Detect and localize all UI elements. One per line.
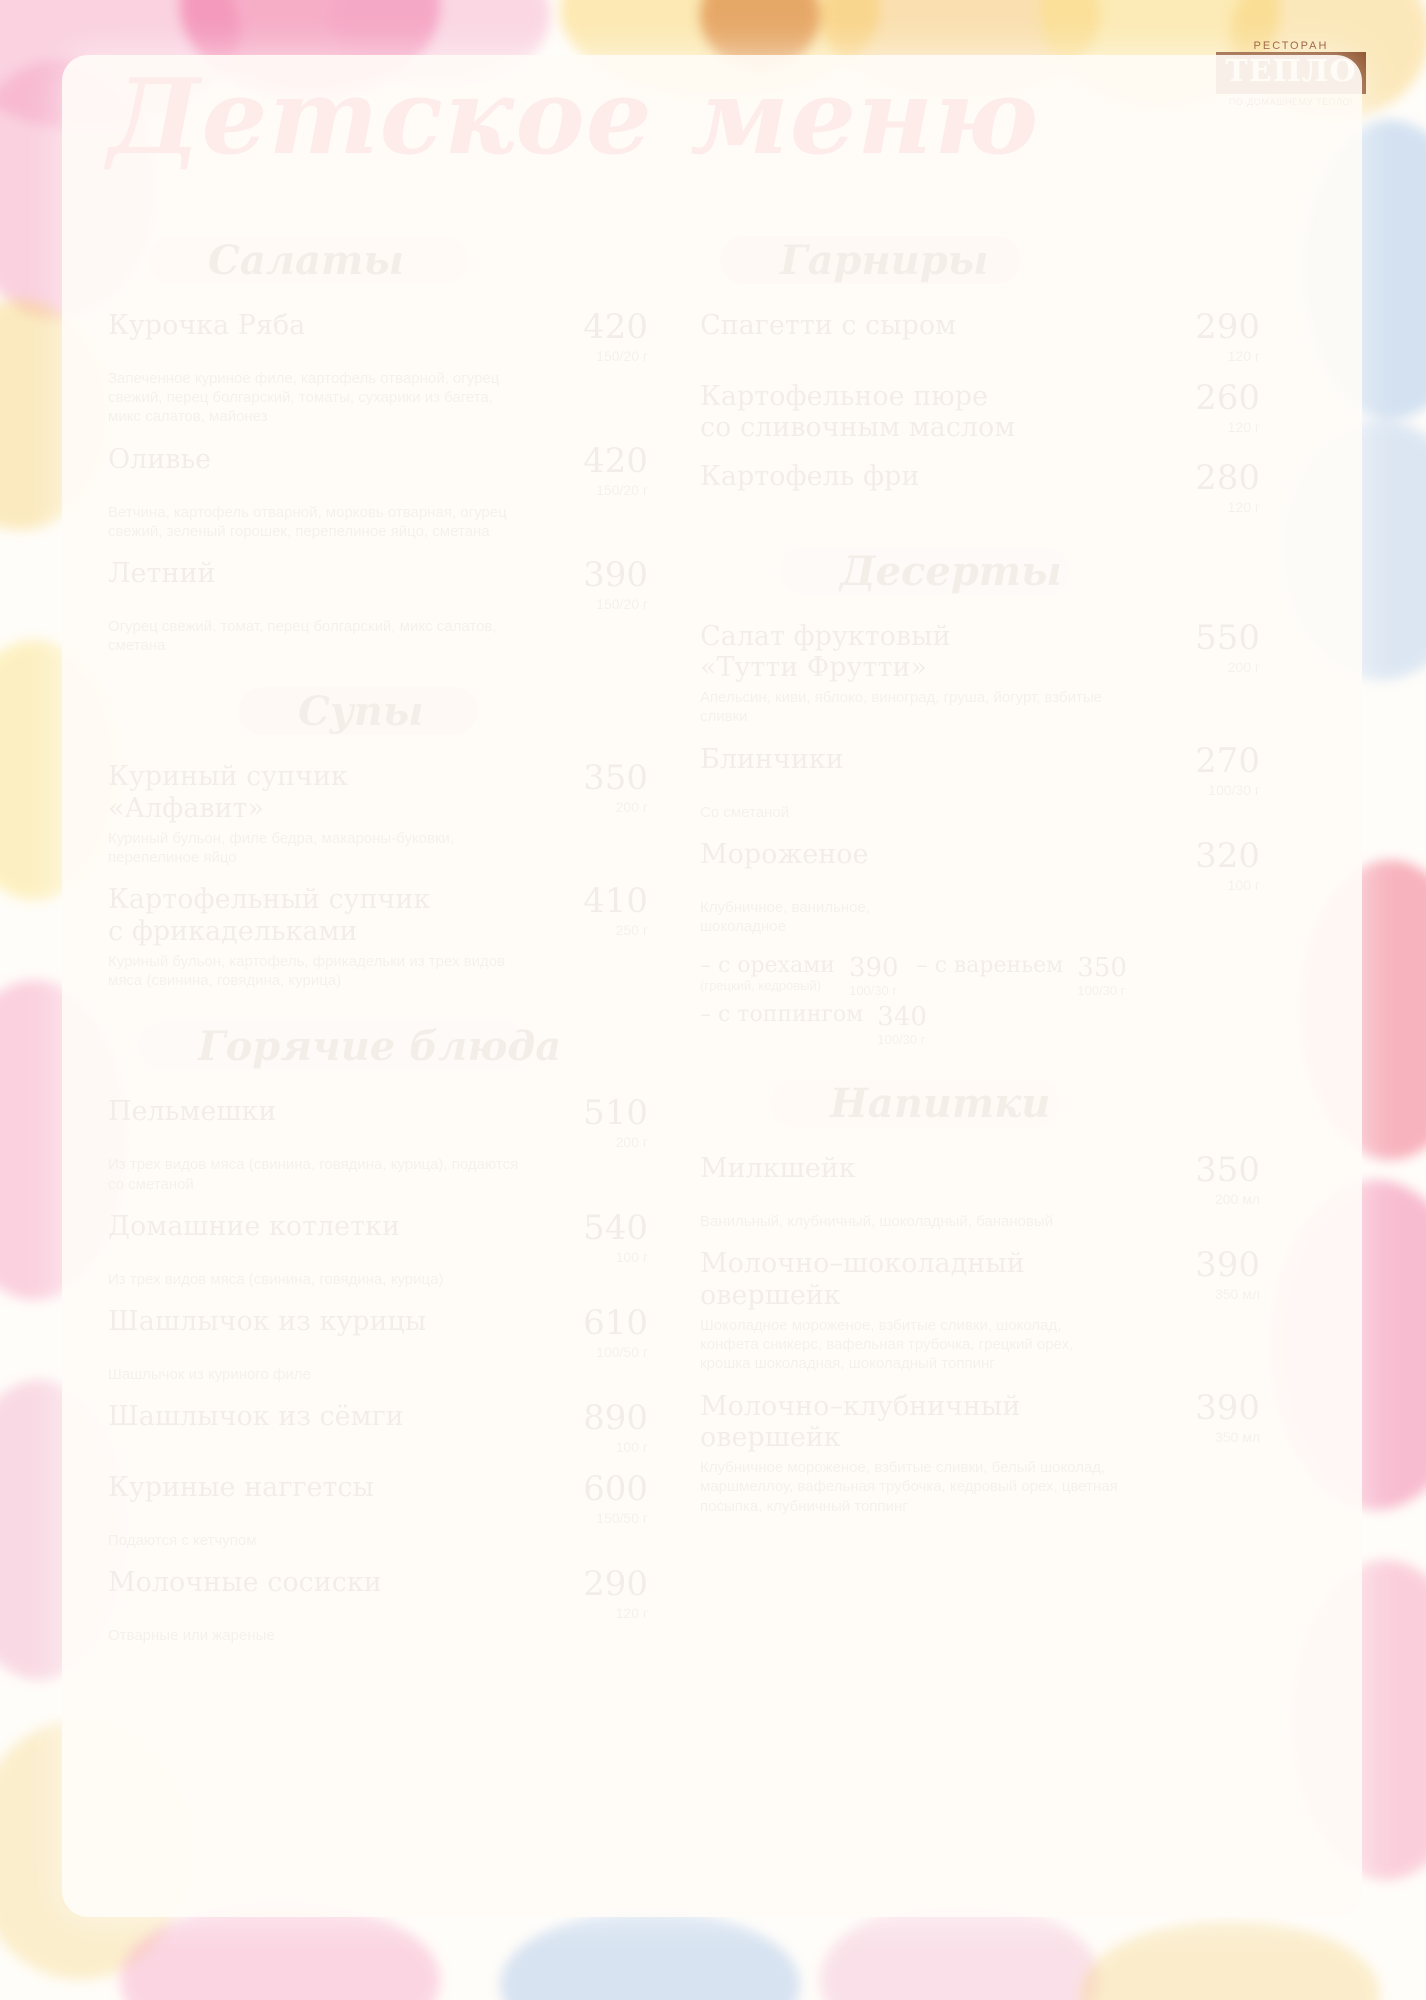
menu-card [62, 55, 1362, 1917]
logo-top-text: РЕСТОРАН [1253, 40, 1329, 52]
